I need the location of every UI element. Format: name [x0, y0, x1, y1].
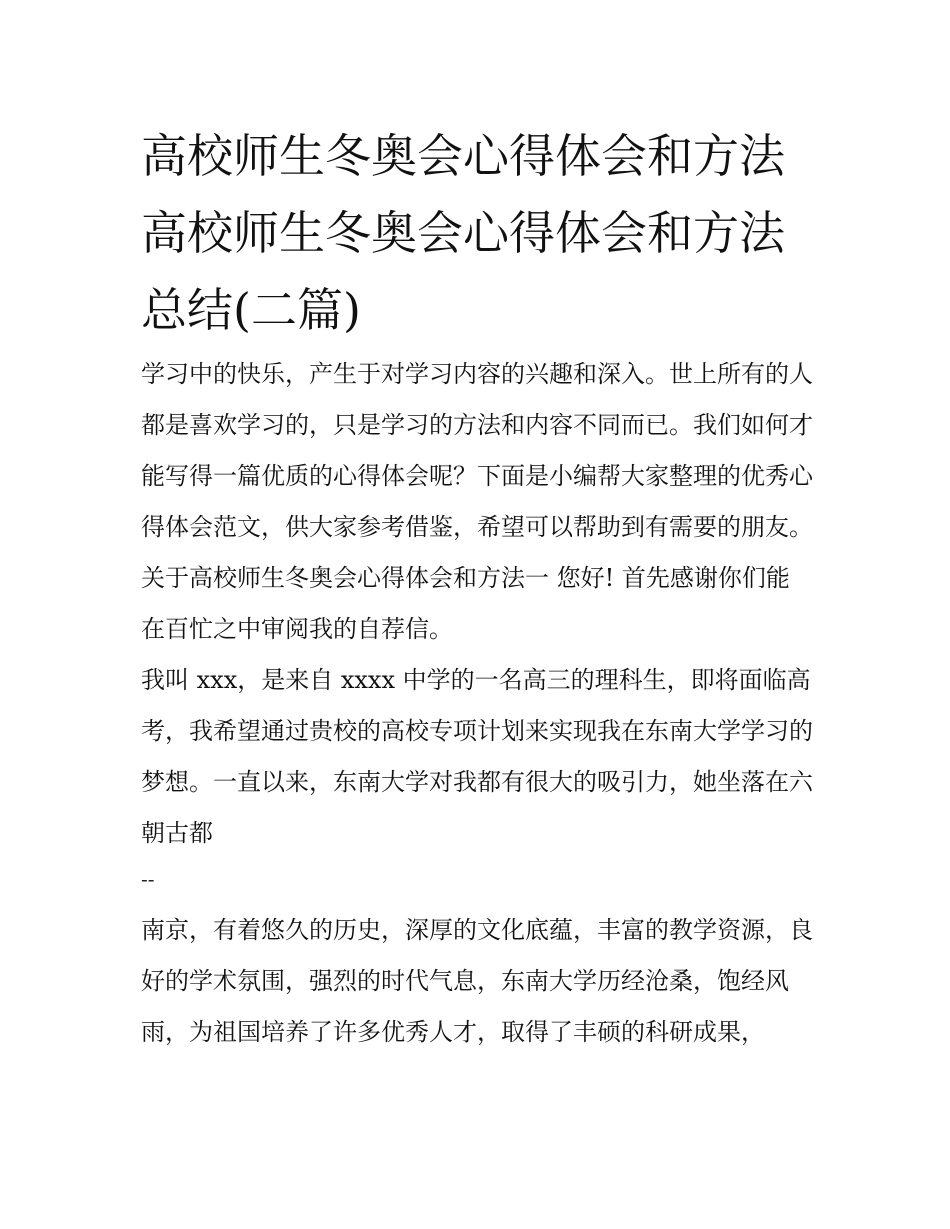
page-separator: -- [141, 867, 155, 891]
document-title: 高校师生冬奥会心得体会和方法 高校师生冬奥会心得体会和方法总结(二篇) [141, 129, 785, 337]
document-page [141, 118, 813, 1058]
title-block [141, 118, 813, 349]
section-one-paragraph: 关于高校师生冬奥会心得体会和方法一 您好! 首先感谢你们能在百忙之中审阅我的自荐信。 [141, 564, 790, 643]
intro-paragraph: 学习中的快乐，产生于对学习内容的兴趣和深入。世上所有的人都是喜欢学习的，只是学习的方法和内容不同而已。我们如何才能写得一篇优质的心得体会呢？下面是小编帮大家整理的优秀心得体会范文，供大家参考借鉴，希望可以帮助到有需要的朋友。 [141, 360, 813, 541]
self-intro-paragraph: 我叫 xxx，是来自 xxxx 中学的一名高三的理科生，即将面临高考，我希望通过贵校的高校专项计划来实现我在东南大学学习的梦想。一直以来，东南大学对我都有很大的吸引力，她坐落在六朝古都 [141, 666, 813, 847]
continuation-paragraph: 南京，有着悠久的历史，深厚的文化底蕴，丰富的教学资源，良好的学术氛围，强烈的时代气息，东南大学历经沧桑，饱经风雨，为祖国培养了许多优秀人才，取得了丰硕的科研成果， [141, 916, 813, 1046]
